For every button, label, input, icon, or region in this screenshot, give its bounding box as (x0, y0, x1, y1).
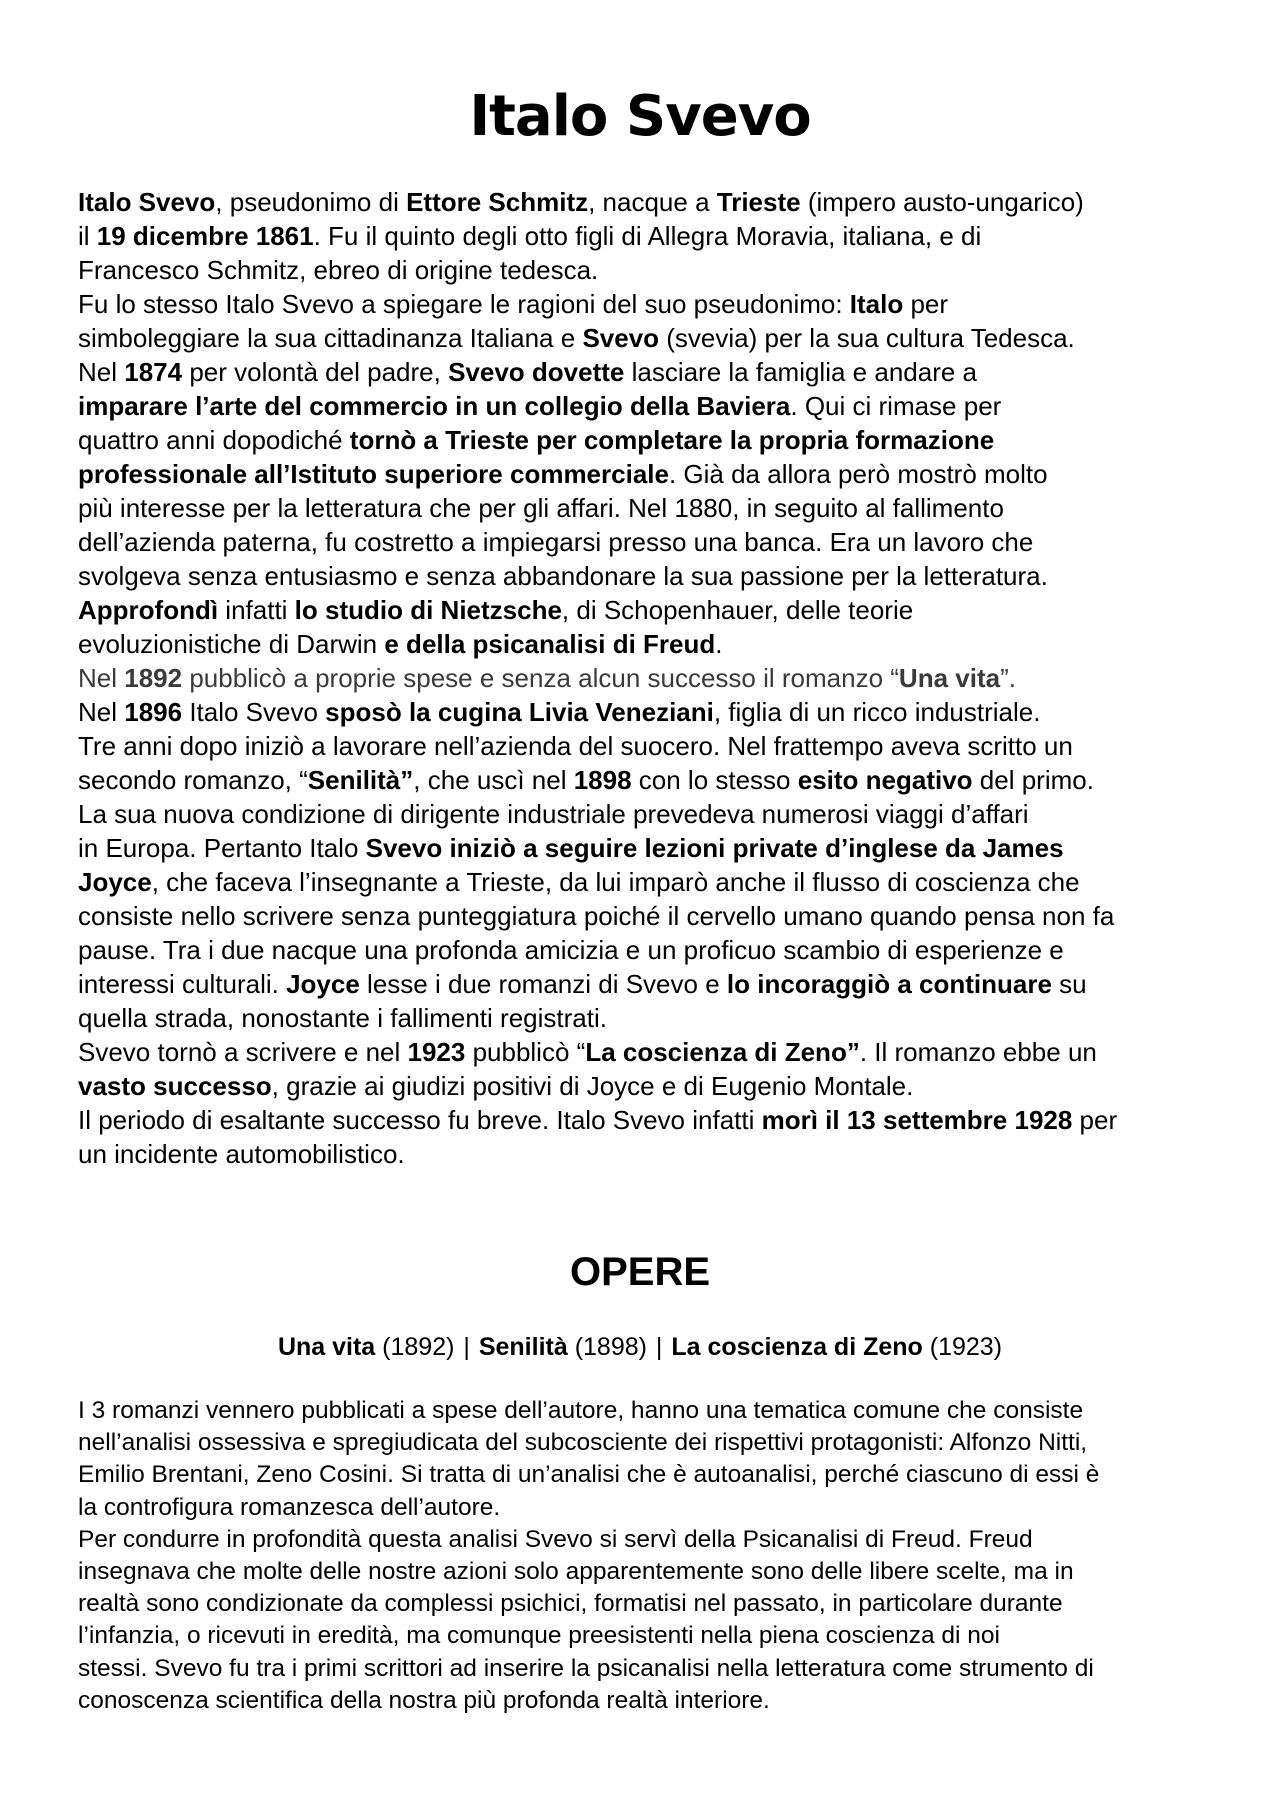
bold-text: vasto successo (78, 1071, 272, 1101)
text-segment: per (1072, 1105, 1118, 1135)
text-segment: svolgeva senza entusiasmo e senza abbandonare la sua passione per la letteratura. (78, 561, 1048, 591)
text-segment: , pseudonimo di (215, 187, 407, 217)
works-separator: | (648, 1333, 670, 1361)
text-segment: Fu lo stesso Italo Svevo a spiegare le ragioni del suo pseudonimo: (78, 289, 850, 319)
text-segment: infatti (218, 595, 295, 625)
bold-text: La coscienza di Zeno” (585, 1037, 860, 1067)
text-segment: più interesse per la letteratura che per gli affari. Nel 1880, in seguito al fallimento (78, 493, 1004, 523)
analysis-line: I 3 romanzi vennero pubblicati a spese dell’autore, hanno una tematica comune che consiste (78, 1397, 1084, 1424)
bold-text: Svevo dovette (448, 357, 625, 387)
bold-text: Svevo (582, 323, 660, 353)
text-segment: interessi culturali. (78, 969, 287, 999)
bold-text: e della psicanalisi di Freud (384, 629, 716, 659)
biography-line (78, 1069, 1218, 1103)
text-segment: del primo. (972, 765, 1094, 795)
analysis-line: nell’analisi ossessiva e spregiudicata del subcosciente dei rispettivi protagonisti: Alfonzo Nitti, (78, 1429, 1088, 1457)
text-segment: quella strada, nonostante i fallimenti registrati. (78, 1003, 607, 1033)
text-segment: , di Schopenhauer, delle teorie (561, 595, 914, 625)
text-segment: Nel (78, 357, 125, 387)
biography-line (78, 797, 1218, 831)
page-title: Italo Svevo (469, 84, 811, 149)
text-segment: Nel (78, 663, 125, 693)
text-segment: consiste nello scrivere senza punteggiatura poiché il cervello umano quando pensa non fa (78, 901, 1115, 931)
biography-line (78, 695, 1218, 729)
biography-line (78, 321, 1218, 355)
text-segment: dell’azienda paterna, fu costretto a impiegarsi presso una banca. Era un lavoro che (78, 527, 1034, 557)
biography-line (78, 899, 1218, 933)
bold-text: professionale all’Istituto superiore commerciale (78, 459, 669, 489)
text-segment: , grazie ai giudizi positivi di Joyce e di Eugenio Montale. (271, 1071, 914, 1101)
text-segment: pubblicò “ (465, 1037, 586, 1067)
biography-line (78, 1103, 1218, 1137)
bold-text: 1892 (124, 663, 183, 693)
text-segment: , che uscì nel (413, 765, 574, 795)
biography-line (78, 967, 1218, 1001)
text-segment: in Europa. Pertanto Italo (78, 833, 366, 863)
bold-text: 1898 (573, 765, 632, 795)
works-list (0, 1331, 1280, 1363)
biography-line (78, 423, 1218, 457)
biography-line (78, 253, 1218, 287)
text-segment: Svevo tornò a scrivere e nel (78, 1037, 408, 1067)
analysis-line: insegnava che molte delle nostre azioni solo apparentemente sono delle libere scelte, ma in (78, 1557, 1074, 1585)
analysis-line: Per condurre in profondità questa analisi Svevo si servì della Psicanalisi di Freud. Freud (78, 1525, 1033, 1553)
text-segment: pause. Tra i due nacque una profonda amicizia e un proficuo scambio di esperienze e (78, 935, 1064, 965)
biography-line (78, 287, 1218, 321)
biography-line (78, 763, 1218, 797)
work-title: Una vita (277, 1333, 376, 1361)
bold-text: sposò la cugina Livia Veneziani (325, 697, 714, 727)
biography-line (78, 627, 1218, 661)
bold-text: esito negativo (797, 765, 973, 795)
work-year: (1923) (929, 1333, 1003, 1361)
text-segment: ”. (1000, 663, 1016, 693)
work-title: La coscienza di Zeno (671, 1333, 923, 1361)
biography-line (78, 729, 1218, 763)
bold-text: Italo (849, 289, 904, 319)
work-year: (1898) (574, 1333, 647, 1361)
bold-text: 1874 (124, 357, 183, 387)
text-segment: Il periodo di esaltante successo fu breve. Italo Svevo infatti (78, 1105, 762, 1135)
text-segment: quattro anni dopodiché (78, 425, 350, 455)
text-segment: Italo Svevo (182, 697, 326, 727)
text-segment: un incidente automobilistico. (78, 1139, 405, 1169)
analysis-line: realtà sono condizionate da complessi psichici, formatisi nel passato, in particolare durante (78, 1590, 1063, 1618)
bold-text: Joyce (78, 867, 152, 897)
text-segment: , che faceva l’insegnante a Trieste, da lui imparò anche il flusso di coscienza che (151, 867, 1080, 897)
bold-text: Svevo iniziò a seguire lezioni private d’inglese da James (365, 833, 1064, 863)
biography-line (78, 525, 1218, 559)
biography-line (78, 389, 1218, 423)
text-segment: La sua nuova condizione di dirigente industriale prevedeva numerosi viaggi d’affari (78, 799, 1029, 829)
bold-text: Senilità” (307, 765, 414, 795)
bold-text: Ettore Schmitz (406, 187, 589, 217)
biography-line (78, 491, 1218, 525)
bold-text: Italo Svevo (78, 187, 216, 217)
section-title-opere: OPERE (569, 1250, 711, 1294)
bold-text: lo incoraggiò a continuare (726, 969, 1052, 999)
works-separator: | (456, 1333, 477, 1361)
text-segment: per (903, 289, 949, 319)
text-segment: il (78, 221, 97, 251)
bold-text: 1896 (124, 697, 183, 727)
bold-text: tornò a Trieste per completare la propria formazione (349, 425, 995, 455)
analysis-text (78, 1395, 1228, 1717)
analysis-line: Emilio Brentani, Zeno Cosini. Si tratta di un’analisi che è autoanalisi, perché ciascuno di essi è (78, 1461, 1100, 1489)
analysis-line: conoscenza scientifica della nostra più profonda realtà interiore. (78, 1686, 770, 1714)
text-segment: Tre anni dopo iniziò a lavorare nell’azienda del suocero. Nel frattempo aveva scritto un (78, 731, 1073, 761)
work-title: Senilità (478, 1333, 568, 1361)
text-segment: Francesco Schmitz, ebreo di origine tedesca. (78, 255, 599, 285)
biography-line (78, 593, 1218, 627)
text-segment: evoluzionistiche di Darwin (78, 629, 385, 659)
bold-text: Trieste (716, 187, 801, 217)
biography-line (78, 865, 1218, 899)
bold-text: lo studio di Nietzsche (294, 595, 562, 625)
text-segment: . (715, 629, 723, 659)
analysis-line: stessi. Svevo fu tra i primi scrittori ad inserire la psicanalisi nella letteratura come strumento di (78, 1654, 1094, 1682)
text-segment: su (1051, 969, 1087, 999)
biography-line (78, 933, 1218, 967)
biography-line (78, 355, 1218, 389)
text-segment: (impero austo-ungarico) (800, 187, 1084, 217)
biography-line (78, 457, 1218, 491)
bold-text: 1923 (407, 1037, 466, 1067)
text-segment: (svevia) per la sua cultura Tedesca. (659, 323, 1075, 353)
bold-text: morì il 13 settembre 1928 (761, 1105, 1073, 1135)
biography-line (78, 831, 1218, 865)
text-segment: , figlia di un ricco industriale. (713, 697, 1041, 727)
analysis-line: l’infanzia, o ricevuti in eredità, ma comunque preesistenti nella piena coscienza di noi (78, 1622, 1000, 1650)
text-segment: . Qui ci rimase per (790, 391, 1002, 421)
biography-text (78, 185, 1218, 1171)
biography-line (78, 1137, 1218, 1171)
bold-text: 19 dicembre 1861 (96, 221, 314, 251)
bold-text: imparare l’arte del commercio in un collegio della Baviera (78, 391, 791, 421)
text-segment: con lo stesso (631, 765, 798, 795)
text-segment: . Il romanzo ebbe un (859, 1037, 1097, 1067)
text-segment: lesse i due romanzi di Svevo e (359, 969, 727, 999)
text-segment: . Fu il quinto degli otto figli di Allegra Moravia, italiana, e di (313, 221, 982, 251)
text-segment: per volontà del padre, (182, 357, 449, 387)
text-segment: Nel (78, 697, 125, 727)
bold-text: Joyce (286, 969, 360, 999)
text-segment: . Già da allora però mostrò molto (668, 459, 1048, 489)
text-segment: , nacque a (588, 187, 717, 217)
text-segment: simboleggiare la sua cittadinanza Italiana e (78, 323, 583, 353)
text-segment: pubblicò a proprie spese e senza alcun successo il romanzo “ (182, 663, 899, 693)
biography-line (78, 1035, 1218, 1069)
biography-line (78, 1001, 1218, 1035)
text-segment: secondo romanzo, “ (78, 765, 308, 795)
work-year: (1892) (382, 1333, 455, 1361)
text-segment: lasciare la famiglia e andare a (624, 357, 977, 387)
bold-text: Approfondì (78, 595, 219, 625)
bold-text: Una vita (898, 663, 1001, 693)
analysis-line: la controfigura romanzesca dell’autore. (78, 1493, 501, 1521)
biography-line (78, 559, 1218, 593)
biography-line (78, 185, 1218, 219)
biography-line (78, 219, 1218, 253)
biography-line (78, 661, 1218, 695)
